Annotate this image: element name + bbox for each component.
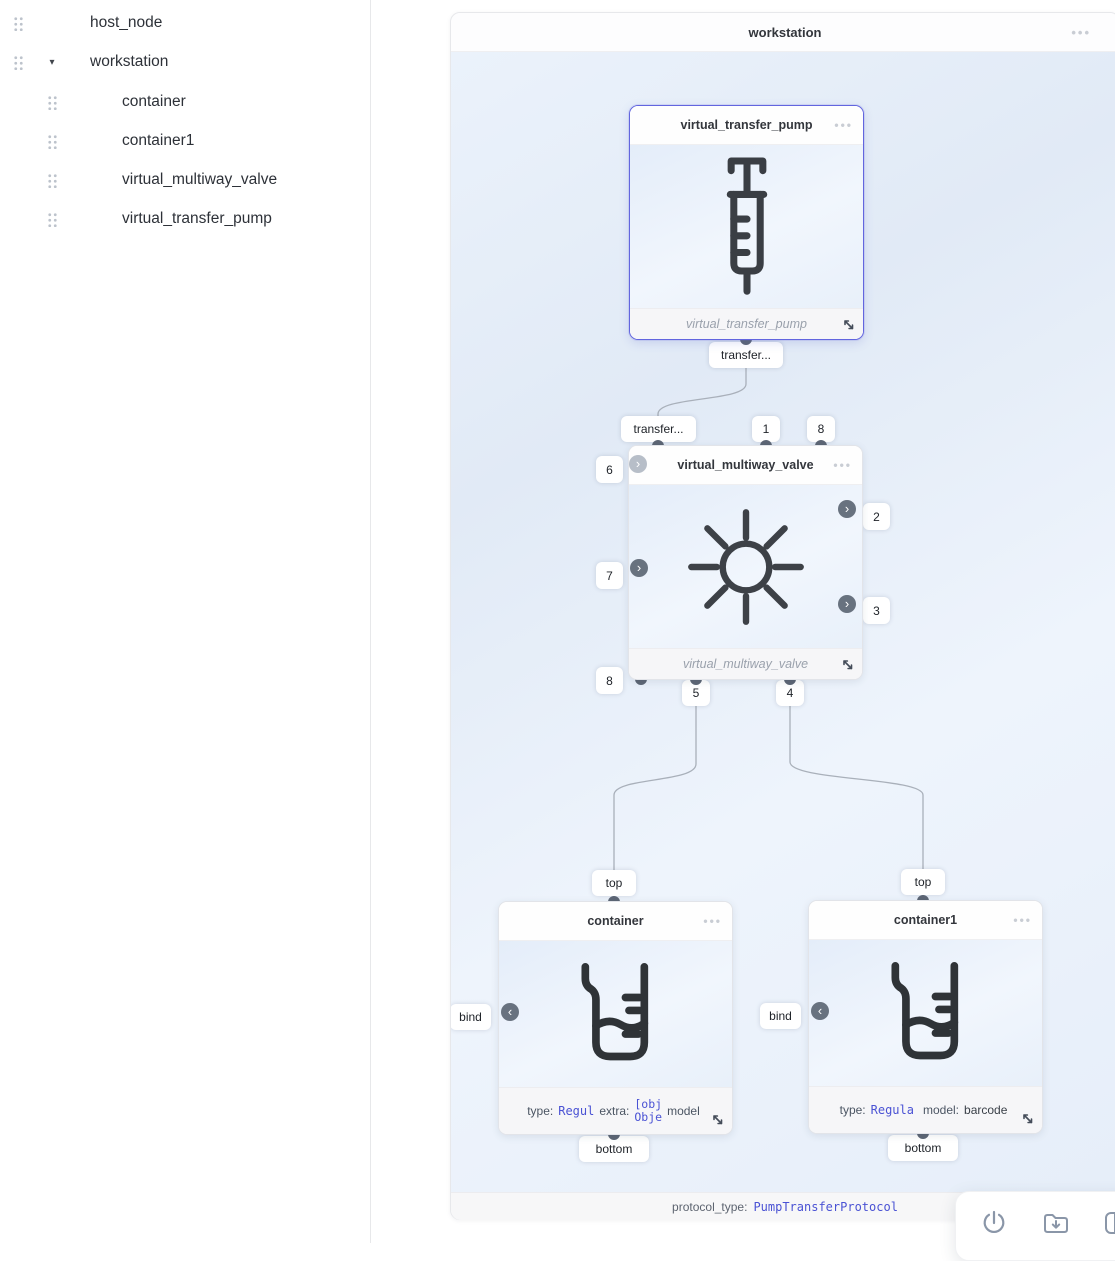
sidebar-item-container[interactable] [0, 85, 370, 119]
panel-title: workstation [748, 24, 822, 40]
power-icon[interactable] [979, 1208, 1009, 1238]
beaker-icon [557, 955, 675, 1073]
port-chip-valve-2[interactable]: 2 [863, 503, 890, 530]
port-chip-valve-6[interactable]: 6 [596, 456, 623, 483]
resize-handle-icon[interactable] [841, 317, 856, 332]
field-label: model: [922, 1103, 960, 1117]
node-body [630, 145, 863, 308]
field-label: model [667, 1104, 700, 1118]
sidebar-item-host-node[interactable] [0, 6, 370, 40]
more-menu-icon[interactable]: ••• [1013, 913, 1032, 927]
port-chip-container1-bind[interactable]: bind [760, 1003, 801, 1029]
port-chip-valve-8-left[interactable]: 8 [596, 667, 623, 694]
chevron-right-icon: › [636, 559, 642, 575]
drag-handle-icon[interactable] [47, 172, 58, 188]
workstation-panel [450, 12, 1115, 1220]
drag-handle-icon[interactable] [47, 94, 58, 110]
field-value: Regul [558, 1104, 595, 1118]
port-chip-container1-bottom[interactable]: bottom [888, 1135, 958, 1161]
port-chip-container-top[interactable]: top [592, 870, 636, 896]
more-menu-icon[interactable]: ••• [834, 118, 853, 132]
port-chevron-icon[interactable] [838, 595, 856, 613]
node-header[interactable] [630, 106, 863, 145]
port-chevron-icon[interactable] [629, 455, 647, 473]
node-container[interactable] [498, 901, 733, 1135]
node-title: container [587, 914, 644, 928]
node-footer [630, 308, 863, 339]
sidebar-item-label: workstation [90, 53, 169, 70]
field-label: type: [839, 1103, 866, 1117]
port-chip-container1-top[interactable]: top [901, 869, 945, 895]
node-footer [499, 1087, 732, 1134]
node-title: virtual_multiway_valve [677, 458, 814, 472]
node-virtual-transfer-pump[interactable] [629, 105, 864, 340]
node-name-label: virtual_multiway_valve [682, 657, 809, 671]
field-value-line: [obj [634, 1098, 663, 1111]
sidebar-item-label: container [122, 93, 186, 110]
field-value [634, 1098, 662, 1124]
node-header[interactable] [809, 901, 1042, 940]
file-panel-icon[interactable] [1103, 1208, 1115, 1238]
folder-download-icon[interactable] [1041, 1208, 1071, 1238]
node-name-label: virtual_transfer_pump [686, 317, 807, 331]
port-chevron-icon[interactable] [811, 1002, 829, 1020]
resize-handle-icon[interactable] [1020, 1111, 1035, 1126]
caret-down-icon[interactable]: ▾ [49, 56, 55, 68]
field-value: barcode [964, 1103, 1008, 1117]
chevron-right-icon: › [844, 500, 850, 516]
field-label: extra: [599, 1104, 630, 1118]
sidebar-item-label: virtual_multiway_valve [122, 171, 278, 188]
port-chip-valve-7[interactable]: 7 [596, 562, 623, 589]
sidebar-item-workstation[interactable] [0, 45, 370, 79]
field-value: Regula [870, 1103, 914, 1117]
field-value-line: Obje [634, 1110, 663, 1124]
sidebar-item-virtual-transfer-pump[interactable] [0, 202, 370, 236]
port-chip-valve-5[interactable]: 5 [682, 680, 710, 706]
node-title: container1 [893, 913, 958, 927]
drag-handle-icon[interactable] [47, 133, 58, 149]
sidebar-item-label: virtual_transfer_pump [122, 210, 272, 227]
resize-handle-icon[interactable] [710, 1112, 725, 1127]
node-body [809, 940, 1042, 1086]
resize-handle-icon[interactable] [840, 657, 855, 672]
chevron-left-icon: ‹ [507, 1003, 513, 1019]
port-chip-valve-4[interactable]: 4 [776, 680, 804, 706]
chevron-right-icon: › [844, 595, 850, 611]
field-label: type: [527, 1104, 554, 1118]
more-menu-icon[interactable]: ••• [833, 458, 852, 472]
node-body [499, 941, 732, 1087]
protocol-type-value: PumpTransferProtocol [753, 1199, 898, 1214]
sidebar-item-label: host_node [90, 14, 163, 31]
port-chip-valve-1[interactable]: 1 [752, 416, 780, 442]
port-chip-valve-transfer[interactable]: transfer... [621, 416, 696, 442]
port-chevron-icon[interactable] [630, 559, 648, 577]
port-chevron-icon[interactable] [838, 500, 856, 518]
node-footer [809, 1086, 1042, 1133]
node-body [629, 485, 862, 648]
more-menu-icon[interactable]: ••• [703, 914, 722, 928]
multiway-valve-icon [682, 503, 810, 631]
sidebar-item-container1[interactable] [0, 124, 370, 158]
sidebar-item-virtual-multiway-valve[interactable] [0, 163, 370, 197]
chevron-right-icon: › [635, 455, 641, 471]
workstation-panel-header[interactable] [451, 13, 1115, 52]
edge-valve4-to-container1-top [790, 678, 923, 900]
port-chip-pump-transfer[interactable]: transfer... [709, 342, 783, 368]
node-footer [629, 648, 862, 679]
beaker-icon [867, 954, 985, 1072]
edge-valve5-to-container-top [614, 678, 696, 901]
port-chevron-icon[interactable] [501, 1003, 519, 1021]
graph-canvas[interactable] [451, 52, 1115, 1192]
port-chip-valve-8-top[interactable]: 8 [807, 416, 835, 442]
port-chip-valve-3[interactable]: 3 [863, 597, 890, 624]
node-header[interactable] [629, 446, 862, 485]
port-chip-container-bind[interactable]: bind [451, 1004, 491, 1030]
port-chip-container-bottom[interactable]: bottom [579, 1136, 649, 1162]
drag-handle-icon[interactable] [13, 15, 24, 31]
drag-handle-icon[interactable] [13, 54, 24, 70]
node-tree-sidebar [0, 0, 371, 1243]
chevron-left-icon: ‹ [817, 1002, 823, 1018]
canvas-toolbar [955, 1191, 1115, 1261]
node-header[interactable] [499, 902, 732, 941]
syringe-icon [703, 152, 791, 302]
node-title: virtual_transfer_pump [680, 118, 813, 132]
protocol-type-label: protocol_type: [672, 1199, 748, 1214]
sidebar-item-label: container1 [122, 132, 195, 149]
node-container1[interactable] [808, 900, 1043, 1134]
drag-handle-icon[interactable] [47, 211, 58, 227]
more-menu-icon[interactable]: ••• [1071, 24, 1091, 40]
node-virtual-multiway-valve[interactable] [628, 445, 863, 680]
